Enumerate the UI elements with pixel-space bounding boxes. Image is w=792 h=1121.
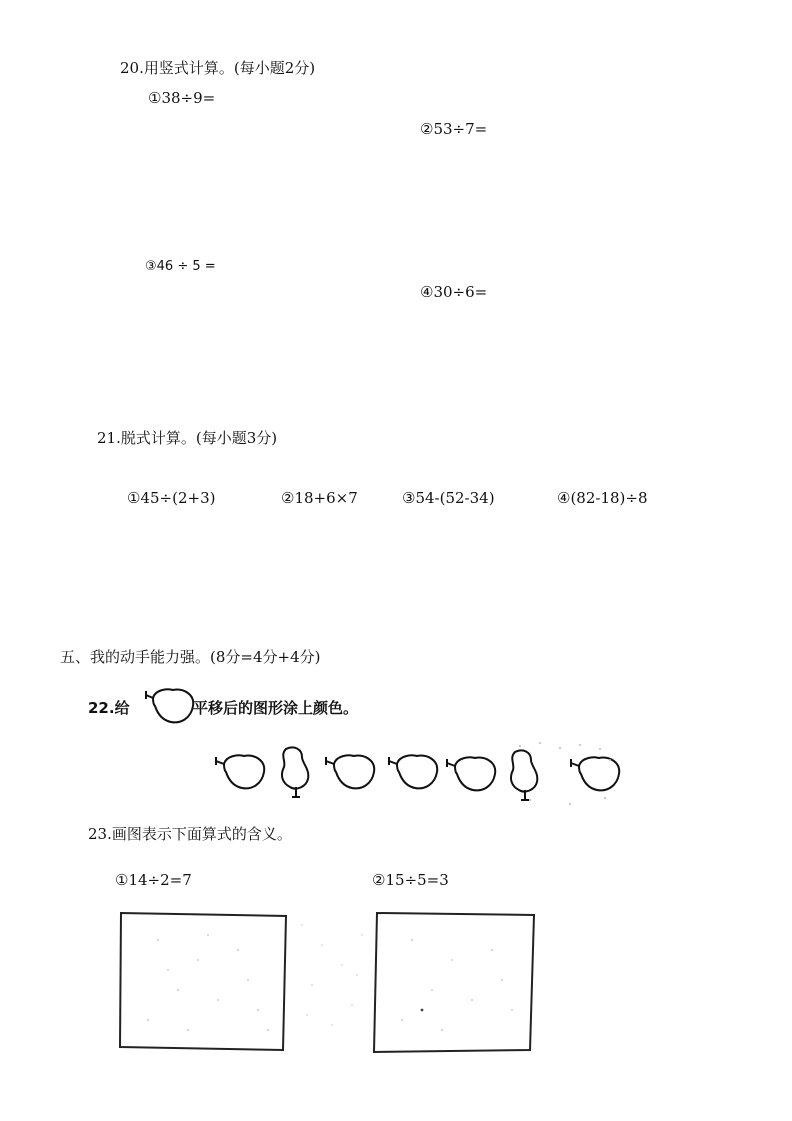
q20-item-1: ①38÷9= bbox=[148, 89, 216, 107]
q23-item-1: ①14÷2=7 bbox=[115, 871, 192, 889]
scan-noise-2 bbox=[292, 915, 372, 1045]
drawing-box-2[interactable] bbox=[372, 910, 537, 1055]
pear-1[interactable] bbox=[210, 750, 268, 792]
section-5-title: 五、我的动手能力强。(8分=4分+4分) bbox=[60, 648, 321, 666]
q20-item-4: ④30÷6= bbox=[420, 283, 488, 301]
q20-item-2: ②53÷7= bbox=[420, 120, 488, 138]
q23-title: 23.画图表示下面算式的含义。 bbox=[88, 825, 292, 843]
q22-suffix: 平移后的图形涂上颜色。 bbox=[193, 699, 359, 717]
q20-item-3: ③46 ÷ 5 = bbox=[145, 259, 216, 274]
pear-4[interactable] bbox=[383, 750, 441, 792]
pear-icon bbox=[141, 686, 195, 726]
drawing-box-1[interactable] bbox=[118, 910, 288, 1055]
q22-prefix: 22.给 bbox=[88, 699, 130, 717]
pear-3[interactable] bbox=[320, 750, 378, 792]
pear-2[interactable] bbox=[276, 745, 316, 801]
q20-title: 20.用竖式计算。(每小题2分) bbox=[120, 59, 316, 77]
q21-item-2: ②18+6×7 bbox=[281, 489, 358, 507]
q21-item-1: ①45÷(2+3) bbox=[127, 489, 216, 507]
q23-item-2: ②15÷5=3 bbox=[372, 871, 449, 889]
q21-item-4: ④(82-18)÷8 bbox=[557, 489, 648, 507]
q21-title: 21.脱式计算。(每小题3分) bbox=[97, 429, 278, 447]
scan-noise bbox=[510, 740, 620, 810]
pear-5[interactable] bbox=[441, 752, 499, 794]
q21-item-3: ③54-(52-34) bbox=[402, 489, 495, 507]
